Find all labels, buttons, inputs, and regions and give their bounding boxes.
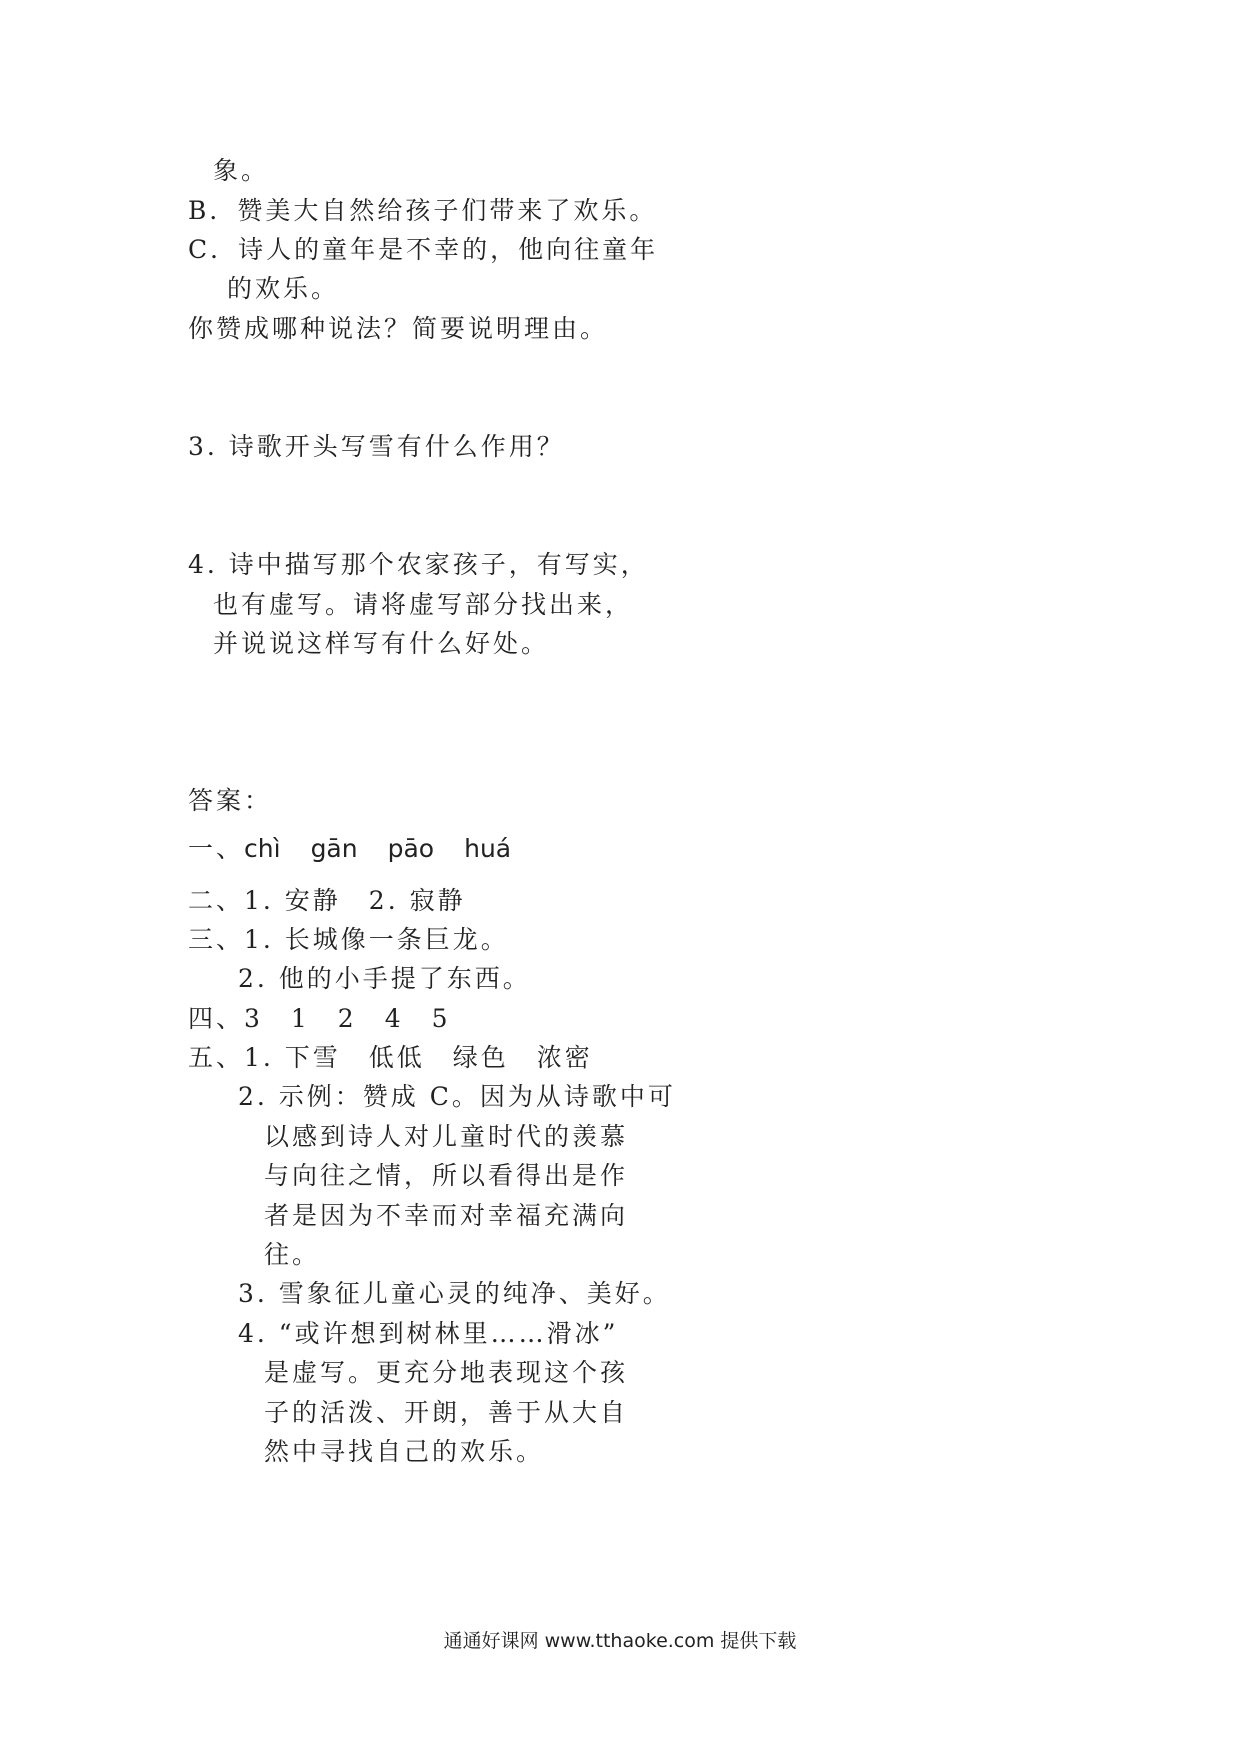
question-4-line2: 也有虚写。请将虚写部分找出来， <box>213 590 634 619</box>
answer-5-2-line1: 2. 示例：赞成 C。因为从诗歌中可 <box>238 1082 676 1111</box>
option-c-line2: 的欢乐。 <box>227 274 340 303</box>
option-b: B．赞美大自然给孩子们带来了欢乐。 <box>188 196 658 225</box>
answer-5-3: 3. 雪象征儿童心灵的纯净、美好。 <box>238 1279 671 1308</box>
answer-5-4-line3: 子的活泼、开朗，善于从大自 <box>264 1398 629 1427</box>
answer-5-4-line2: 是虚写。更充分地表现这个孩 <box>264 1358 629 1387</box>
option-a-tail: 象。 <box>213 156 270 185</box>
answer-section-2: 二、1. 安静 2. 寂静 <box>188 886 466 915</box>
answer-5-4-line1: 4. “或许想到树林里……滑冰” <box>238 1319 619 1348</box>
answer-section-3-line1: 三、1. 长城像一条巨龙。 <box>188 925 509 954</box>
answer-5-4-line4: 然中寻找自己的欢乐。 <box>264 1437 545 1466</box>
answer-section-4: 四、3 1 2 4 5 <box>188 1004 451 1033</box>
answers-heading: 答案： <box>188 786 273 815</box>
footer-download-note: 通通好课网 www.tthaoke.com 提供下载 <box>443 1630 797 1652</box>
answer-section-5-line1: 五、1. 下雪 低低 绿色 浓密 <box>188 1043 593 1072</box>
answer-5-2-line3: 与向往之情，所以看得出是作 <box>264 1161 629 1190</box>
answer-5-2-line5: 往。 <box>264 1240 321 1269</box>
pinyin-list <box>244 834 541 863</box>
question-4-line3: 并说说这样写有什么好处。 <box>213 629 550 658</box>
answer-5-2-line4: 者是因为不幸而对幸福充满向 <box>264 1201 629 1230</box>
pinyin-item: pāo <box>387 834 435 863</box>
question-3: 3. 诗歌开头写雪有什么作用？ <box>188 432 565 461</box>
question-2-prompt: 你赞成哪种说法？简要说明理由。 <box>188 314 609 343</box>
option-c-line1: C．诗人的童年是不幸的，他向往童年 <box>188 235 659 264</box>
answer-section-1-label: 一、 <box>188 834 245 863</box>
question-4-line1: 4. 诗中描写那个农家孩子，有写实， <box>188 550 649 579</box>
answer-5-2-line2: 以感到诗人对儿童时代的羡慕 <box>264 1122 629 1151</box>
answer-section-3-line2: 2. 他的小手提了东西。 <box>238 964 531 993</box>
pinyin-item: gān <box>310 834 358 863</box>
pinyin-item: huá <box>464 834 512 863</box>
answer-section-1 <box>188 833 541 865</box>
pinyin-item: chì <box>244 834 281 863</box>
